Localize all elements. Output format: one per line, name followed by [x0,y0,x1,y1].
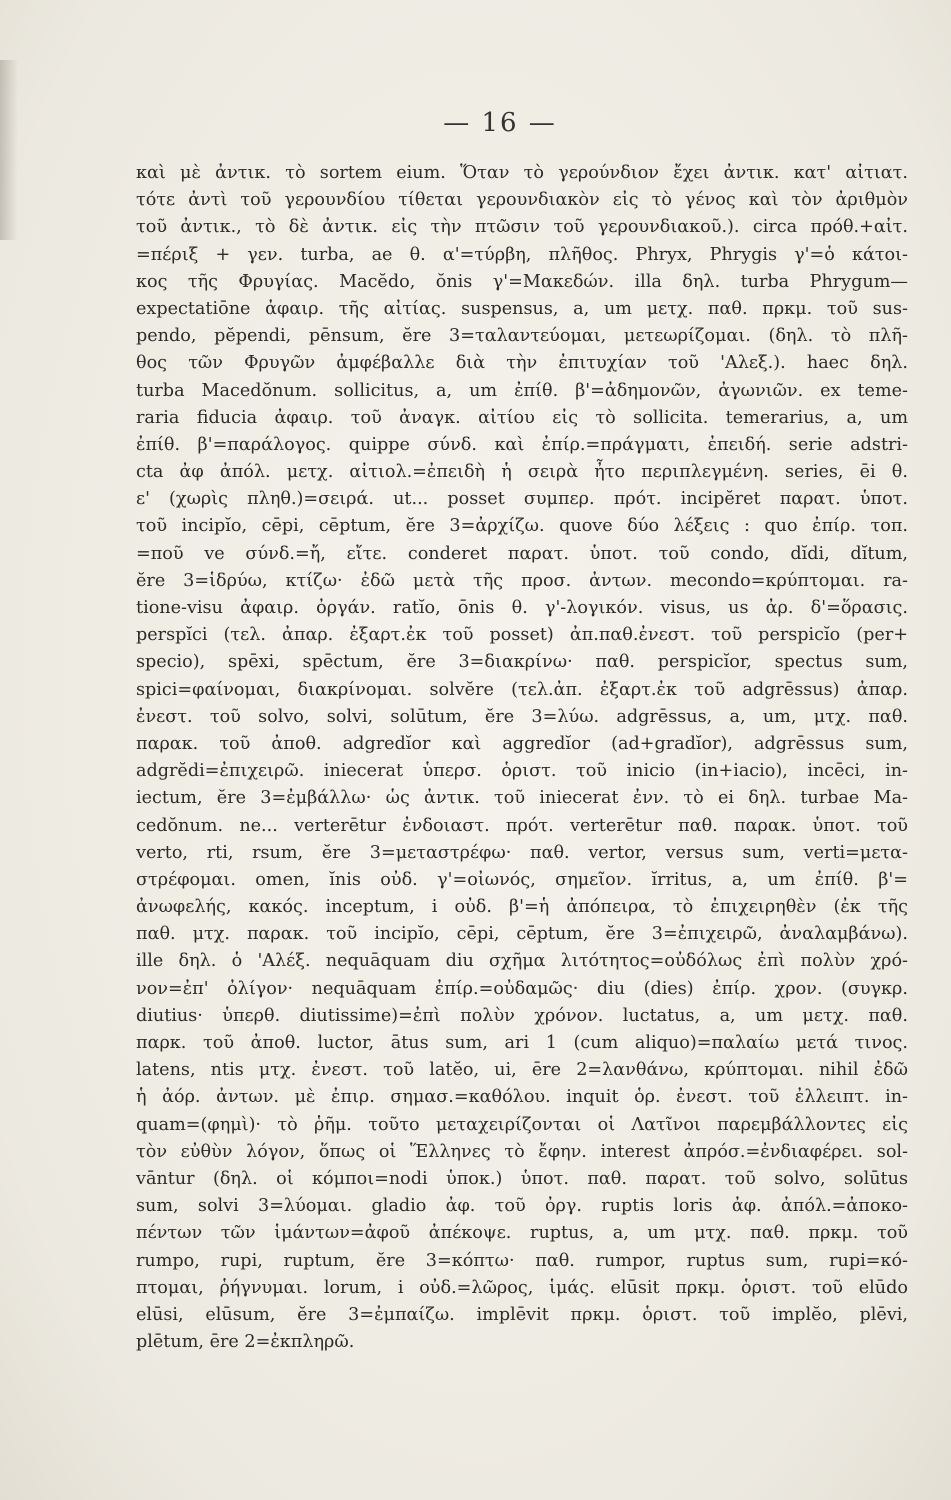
text-line: ἡ ἀόρ. ἀντων. μὲ ἐπιρ. σημασ.=καθόλου. inquit ὁρ. ἐνεστ. τοῦ ἐλλειπτ. in- [136,1087,908,1108]
text-line: παρκ. τοῦ ἀποθ. luctor, ātus sum, ari 1 (cum aliquo)=παλαίω μετά τινος. [136,1033,908,1053]
text-line: cta ἀφ ἀπόλ. μετχ. αἰτιολ.=ἐπειδὴ ἡ σειρὰ ἦτο περιπλεγμένη. series, ēi θ. [136,462,908,483]
text-line: raria fiducia ἀφαιρ. τοῦ ἀναγκ. αἰτίου εἰς τὸ sollicita. temerarius, a, um [136,407,908,428]
text-line: adgrĕdi=ἐπιχειρῶ. iniecerat ὑπερσ. ὁριστ. τοῦ inicio (in+iacio), incēci, in- [136,761,908,782]
text-line: θος τῶν Φρυγῶν ἀμφέβαλλε διὰ τὴν ἐπιτυχίαν τοῦ 'Αλεξ.). haec δηλ. [136,353,908,374]
text-line: πτομαι, ῥήγνυμαι. lorum, i οὐδ.=λῶρος, ἱμάς. elūsit πρκμ. ὁριστ. τοῦ elūdo [136,1277,908,1298]
text-line: sum, solvi 3=λύομαι. gladio ἀφ. τοῦ ὀργ. ruptis loris ἀφ. ἀπόλ.=ἀποκο- [136,1196,908,1217]
text-line: pendo, pĕpendi, pēnsum, ĕre 3=ταλαντεύομαι, μετεωρίζομαι. (δηλ. τὸ πλῆ- [136,326,908,347]
text-line: πέντων τῶν ἱμάντων=ἀφοῦ ἀπέκοψε. ruptus, a, um μτχ. παθ. πρκμ. τοῦ [136,1223,908,1244]
text-line: παρακ. τοῦ ἀποθ. adgredĭor καὶ aggredĭor (ad+gradĭor), adgrēssus sum, [136,733,908,754]
text-line: spici=φαίνομαι, διακρίνομαι. solvĕre (τελ.ἀπ. ἐξαρτ.ἐκ τοῦ adgrēssus) ἀπαρ. [136,679,908,700]
text-line: ἐπίθ. β'=παράλογος. quippe σύνδ. καὶ ἐπίρ.=πράγματι, ἐπειδή. serie adstri- [136,434,908,455]
text-line: τοῦ incipĭo, cēpi, cēptum, ĕre 3=ἀρχίζω. quove δύο λέξεις : quo ἐπίρ. τοπ. [136,516,908,537]
text-line: τότε ἀντὶ τοῦ γερουνδίου τίθεται γερουνδιακὸν εἰς τὸ γένος καὶ τὸν ἀριθμὸν [136,190,908,211]
text-line: verto, rti, rsum, ĕre 3=μεταστρέφω· παθ. vertor, versus sum, verti=μετα- [136,842,908,863]
text-line: specio), spēxi, spēctum, ĕre 3=διακρίνω· παθ. perspicĭor, spectus sum, [136,652,908,673]
text-line: iectum, ĕre 3=ἐμβάλλω· ὡς ἀντικ. τοῦ iniecerat ἐνν. τὸ ei δηλ. turbae Ma- [136,788,908,809]
text-line: ille δηλ. ὁ 'Αλέξ. nequāquam diu σχῆμα λιτότητος=οὐδόλως ἐπὶ πολὺν χρό- [136,951,908,972]
text-line: ἐνεστ. τοῦ solvo, solvi, solūtum, ĕre 3=λύω. adgrēssus, a, um, μτχ. παθ. [136,706,908,727]
text-line: expectatiōne ἀφαιρ. τῆς αἰτίας. suspensus, a, um μετχ. παθ. πρκμ. τοῦ sus- [136,298,908,319]
text-line: rumpo, rupi, ruptum, ĕre 3=κόπτω· παθ. rumpor, ruptus sum, rupi=κό- [136,1250,908,1271]
text-line: =πέριξ + γεν. turba, ae θ. α'=τύρβη, πλῆθος. Phryx, Phrygis γ'=ὁ κάτοι- [136,244,908,265]
text-line: ĕre 3=ἱδρύω, κτίζω· ἐδῶ μετὰ τῆς προσ. ἀντων. mecondo=κρύπτομαι. ra- [136,570,908,591]
commentary-text [136,160,908,1356]
text-line: ἀνωφελής, κακός. inceptum, i οὐδ. β'=ἡ ἀπόπειρα, τὸ ἐπιχειρηθὲν (ἐκ τῆς [136,897,908,918]
text-line: vāntur (δηλ. οἱ κόμποι=nodi ὑποκ.) ὑποτ. παθ. παρατ. τοῦ solvo, solūtus [136,1168,908,1189]
text-line: latens, ntis μτχ. ἐνεστ. τοῦ latĕo, ui, ēre 2=λανθάνω, κρύπτομαι. nihil ἐδῶ [136,1060,908,1081]
text-line: νον=ἐπ' ὀλίγον· nequāquam ἐπίρ.=οὐδαμῶς· diu (dies) ἐπίρ. χρον. (συγκρ. [136,978,908,999]
text-line: diutius· ὑπερθ. diutissime)=ἐπὶ πολὺν χρόνον. luctatus, a, um μετχ. παθ. [136,1005,908,1026]
text-line: ε' (χωρὶς πληθ.)=σειρά. ut... posset συμπερ. πρότ. incipĕret παρατ. ὑποτ. [136,489,908,510]
page-edge-shadow [0,60,18,240]
text-line: elūsi, elūsum, ĕre 3=ἐμπαίζω. implēvit πρκμ. ὁριστ. τοῦ implĕo, plēvi, [136,1304,908,1325]
text-line: cedŏnum. ne... verterētur ἐνδοιαστ. πρότ. verterētur παθ. παρακ. ὑποτ. τοῦ [136,815,908,836]
text-line: =ποῦ ve σύνδ.=ἤ, εἴτε. conderet παρατ. ὑποτ. τοῦ condo, dĭdi, dĭtum, [136,543,908,564]
page-number: — 16 — [443,108,557,138]
text-line: στρέφομαι. omen, ĭnis οὐδ. γ'=οἰωνός, σημεῖον. ĭrritus, a, um ἐπίθ. β'= [136,869,908,890]
text-line: plētum, ēre 2=ἐκπληρῶ. [136,1332,355,1353]
text-line: παθ. μτχ. παρακ. τοῦ incipĭo, cēpi, cēptum, ĕre 3=ἐπιχειρῶ, ἀναλαμβάνω). [136,924,908,945]
text-line: τὸν εὐθὺν λόγον, ὅπως οἱ Ἕλληνες τὸ ἔφην. interest ἀπρόσ.=ἐνδιαφέρει. sol- [136,1141,908,1162]
text-line: τοῦ ἀντικ., τὸ δὲ ἀντικ. εἰς τὴν πτῶσιν τοῦ γερουνδιακοῦ.). circa πρόθ.+αἰτ. [136,217,908,238]
text-line: καὶ μὲ ἀντικ. τὸ sortem eium. Ὅταν τὸ γερούνδιον ἔχει ἀντικ. κατ' αἰτιατ. [136,163,908,183]
text-line: tione-visu ἀφαιρ. ὀργάν. ratĭo, ōnis θ. γ'-λογικόν. visus, us ἀρ. δ'=ὅρασις. [136,598,908,618]
text-line: quam=(φημὶ)· τὸ ῥῆμ. τοῦτο μεταχειρίζονται οἱ Λατῖνοι παρεμβάλλοντες εἰς [136,1114,908,1135]
text-line: κος τῆς Φρυγίας. Macĕdo, ŏnis γ'=Μακεδών. illa δηλ. turba Phrygum— [136,271,908,292]
text-line: perspĭci (τελ. ἀπαρ. ἐξαρτ.ἐκ τοῦ posset) ἀπ.παθ.ἐνεστ. τοῦ perspicĭo (per+ [136,625,908,646]
text-line: turba Macedŏnum. sollicitus, a, um ἐπίθ. β'=ἀδημονῶν, ἀγωνιῶν. ex teme- [136,380,908,401]
